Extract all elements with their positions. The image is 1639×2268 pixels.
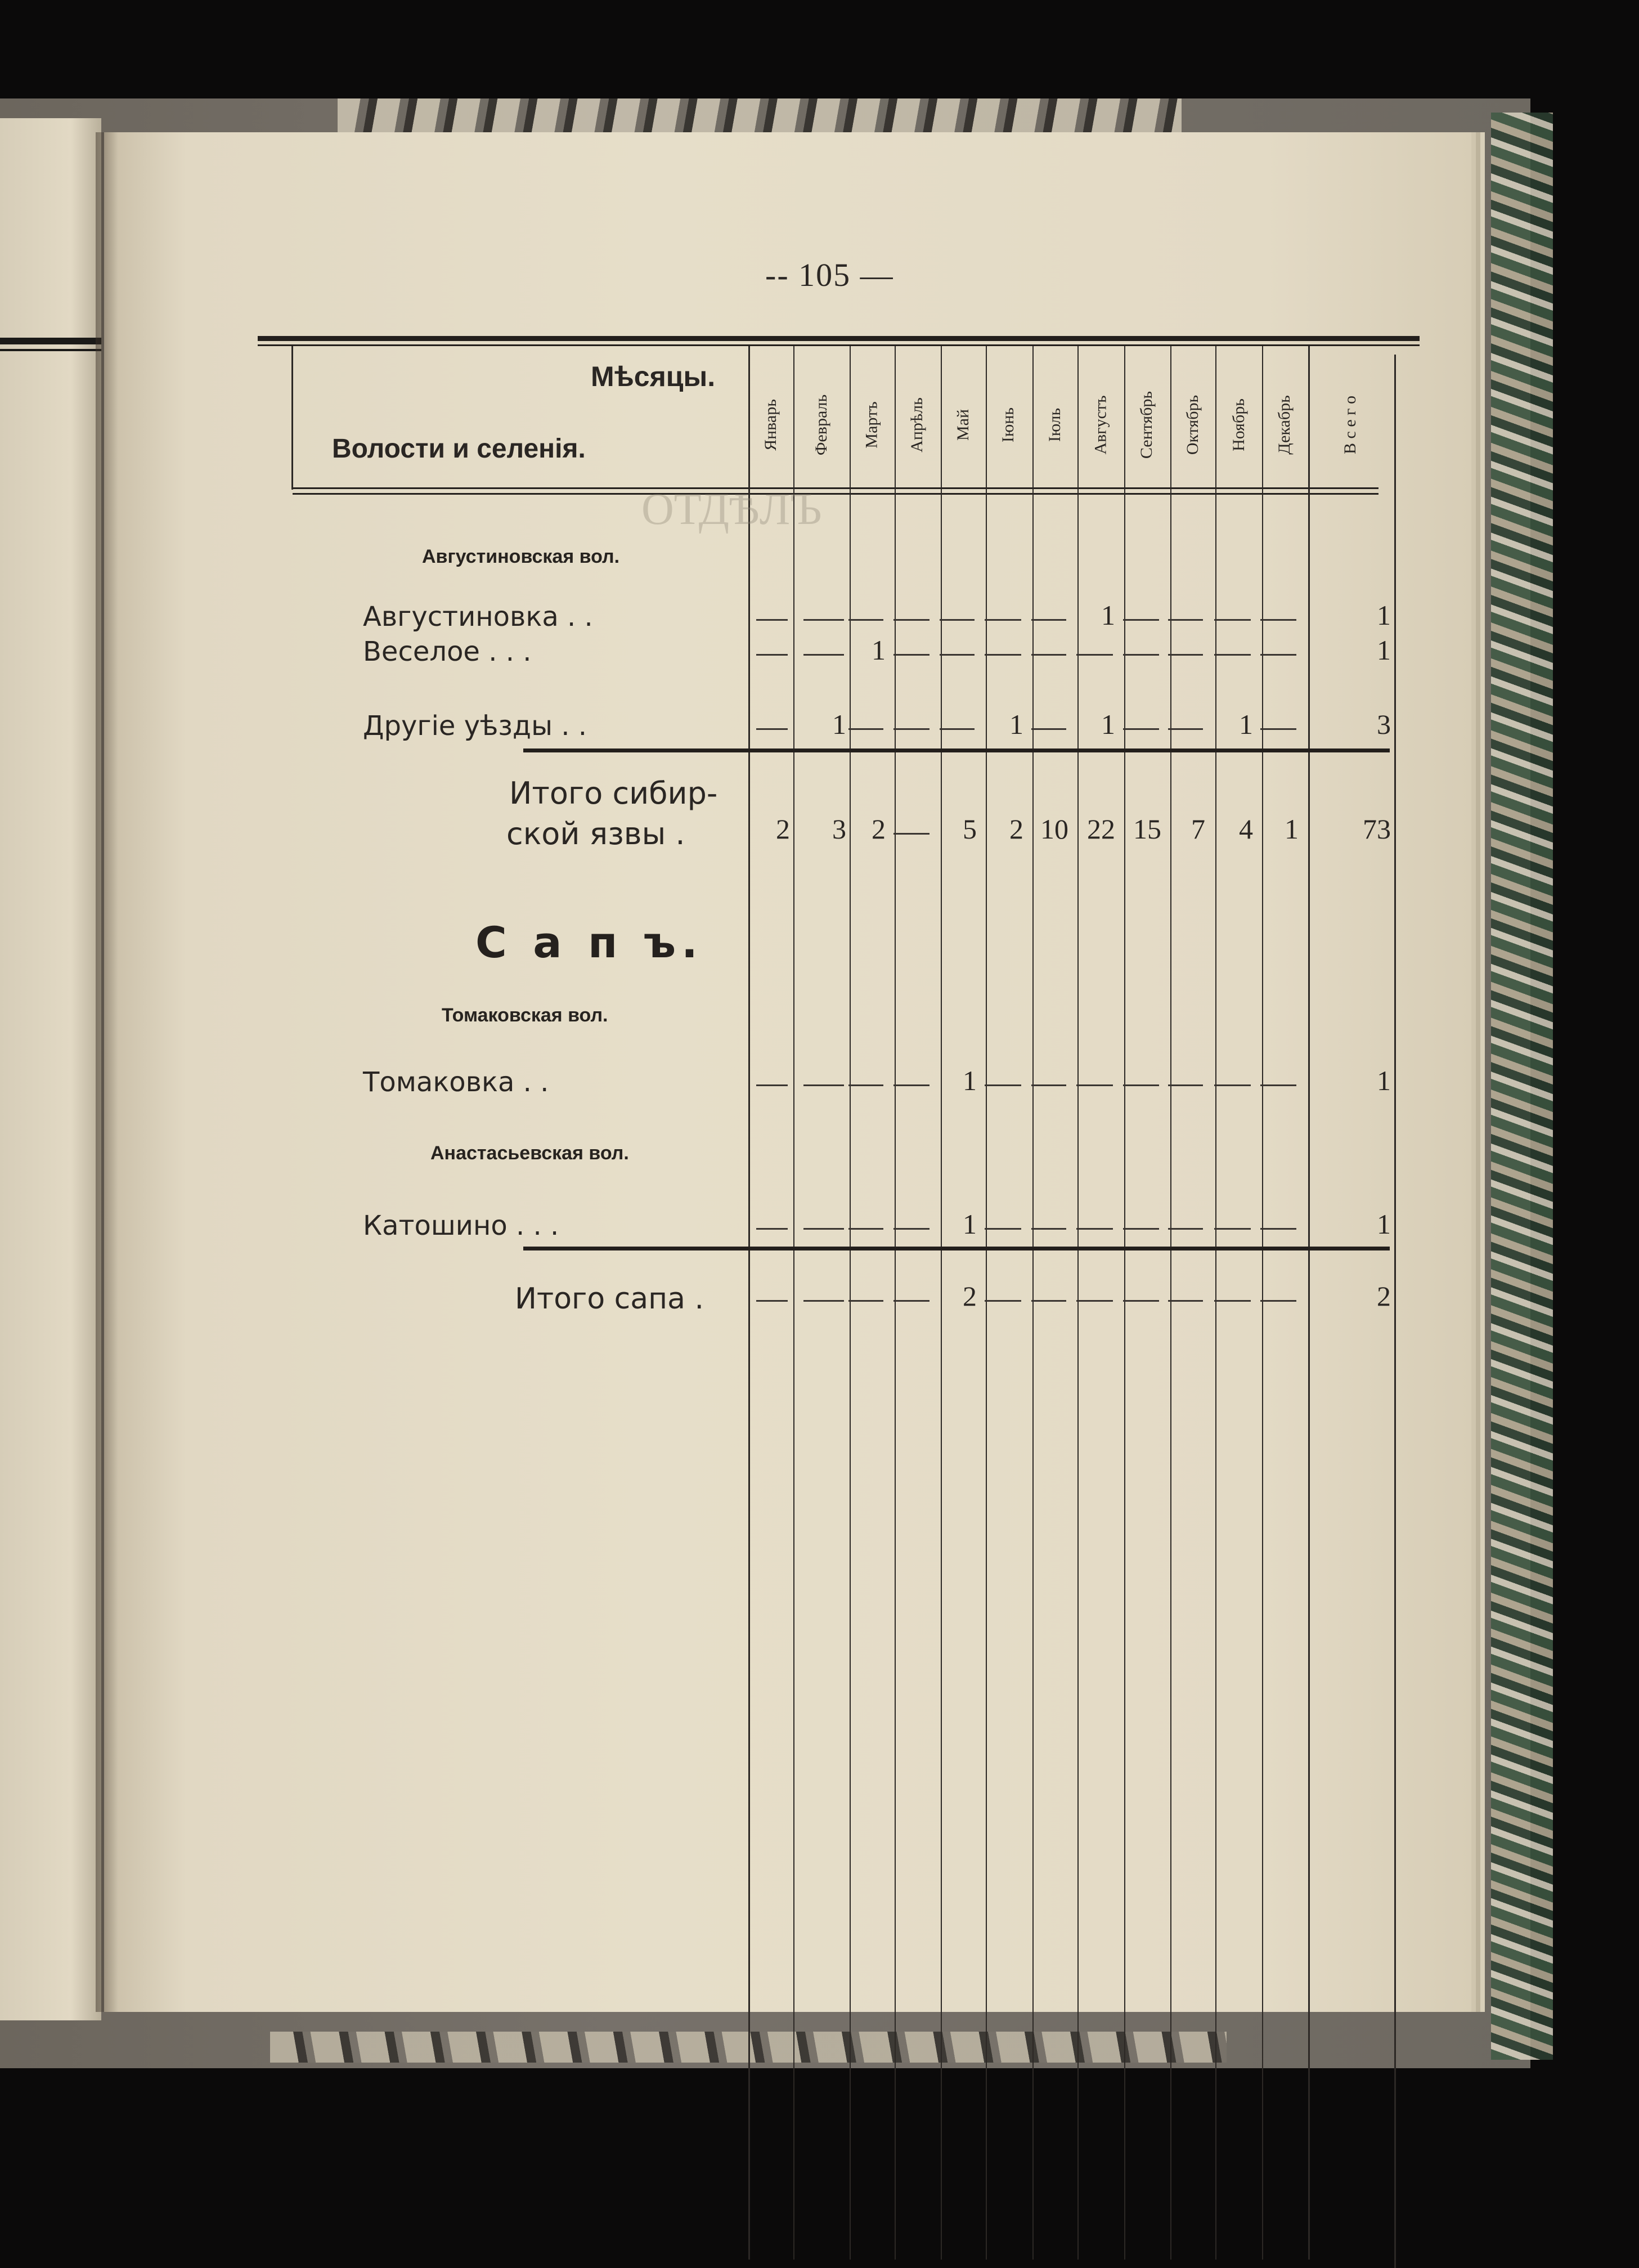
cell-tomakovka-8	[1123, 1084, 1159, 1086]
col-divider-label	[748, 346, 750, 2260]
month-nov: Ноябрь	[1229, 398, 1248, 451]
month-mar: Мартъ	[863, 401, 881, 449]
cell-itogo-sap-5	[985, 1300, 1021, 1302]
month-jul: Іюль	[1045, 407, 1064, 442]
cell-veseloe-3	[893, 654, 929, 656]
cell-itogo-sib-0: 2	[776, 813, 790, 845]
cell-drugie-4	[940, 728, 975, 730]
subtotal-rule-2	[523, 1247, 1390, 1250]
month-aug: Августъ	[1092, 395, 1111, 455]
cell-tomakovka-6	[1031, 1084, 1066, 1086]
cell-tomakovka-3	[893, 1084, 929, 1086]
month-oct: Октябрь	[1183, 395, 1202, 455]
cell-itogo-sib-3	[893, 833, 929, 835]
cell-itogo-sap-9	[1168, 1300, 1203, 1302]
section-anastasevskaya: Анастасьевская вол.	[430, 1142, 629, 1164]
cell-tomakovka-1	[803, 1084, 844, 1086]
cell-veseloe-4	[940, 654, 975, 656]
row-label-itogo-sib-2: ской язвы .	[506, 816, 685, 851]
cell-itogo-sib-8: 15	[1133, 813, 1161, 845]
cell-avgustinovka-3	[893, 619, 929, 621]
month-may: Май	[953, 409, 972, 441]
cell-veseloe-8	[1123, 654, 1159, 656]
cell-veseloe-1	[803, 654, 844, 656]
cell-katoshino-3	[893, 1228, 929, 1230]
section-tomakovskaya: Томаковская вол.	[442, 1005, 608, 1026]
cell-itogo-sap-10	[1214, 1300, 1251, 1302]
cell-katoshino-11	[1260, 1228, 1296, 1230]
cell-avgustinovka-1	[803, 619, 844, 621]
cell-veseloe-6	[1031, 654, 1066, 656]
month-sep: Сентябрь	[1137, 391, 1156, 459]
col-divider-12	[1308, 346, 1310, 2260]
cell-itogo-sib-4: 5	[963, 813, 977, 845]
cell-itogo-sap-3	[893, 1300, 929, 1302]
cell-veseloe-12: 1	[1377, 634, 1391, 666]
cell-tomakovka-4: 1	[963, 1065, 977, 1096]
cell-itogo-sap-7	[1076, 1300, 1113, 1302]
bleed-through: ОТДѢЛЪ	[641, 485, 822, 534]
cell-itogo-sib-10: 4	[1239, 813, 1253, 845]
col-divider-8	[1124, 346, 1125, 2260]
cell-itogo-sib-11: 1	[1285, 813, 1299, 845]
cell-itogo-sib-1: 3	[832, 813, 846, 845]
left-page-rule	[0, 338, 101, 344]
cell-itogo-sap-0	[756, 1300, 788, 1302]
cell-tomakovka-7	[1076, 1084, 1113, 1086]
cell-itogo-sib-6: 10	[1040, 813, 1068, 845]
cell-veseloe-10	[1214, 654, 1251, 656]
left-page	[0, 118, 101, 2020]
cell-tomakovka-0	[756, 1084, 788, 1086]
cell-drugie-0	[756, 728, 788, 730]
page-number: -- 105 —	[765, 257, 894, 293]
col-divider-6	[1032, 346, 1034, 2260]
col-divider-10	[1215, 346, 1216, 2260]
cell-itogo-sap-12: 2	[1377, 1280, 1391, 1312]
rows-title: Волости и селенія.	[332, 434, 586, 464]
table-top-rule-thin	[258, 344, 1420, 346]
right-page	[104, 132, 1471, 2012]
cell-veseloe-5	[985, 654, 1021, 656]
cell-drugie-9	[1168, 728, 1203, 730]
cell-avgustinovka-11	[1260, 619, 1296, 621]
cell-avgustinovka-8	[1123, 619, 1159, 621]
cell-itogo-sib-7: 22	[1087, 813, 1115, 845]
cell-veseloe-2: 1	[872, 634, 886, 666]
month-jun: Іюнь	[999, 407, 1018, 443]
marbled-edge	[1491, 113, 1553, 2060]
table-top-rule	[258, 336, 1420, 341]
cell-katoshino-7	[1076, 1228, 1113, 1230]
cell-drugie-3	[893, 728, 929, 730]
row-label-itogo-sib-1: Итого сибир-	[509, 776, 718, 811]
col-divider-1	[793, 346, 794, 2260]
cell-avgustinovka-9	[1168, 619, 1203, 621]
cell-katoshino-9	[1168, 1228, 1203, 1230]
cell-tomakovka-9	[1168, 1084, 1203, 1086]
cell-tomakovka-12: 1	[1377, 1065, 1391, 1096]
cell-tomakovka-11	[1260, 1084, 1296, 1086]
cell-katoshino-2	[848, 1228, 883, 1230]
col-divider-3	[895, 346, 896, 2260]
col-divider-11	[1262, 346, 1263, 2260]
cell-avgustinovka-7: 1	[1101, 599, 1115, 631]
total-header: В с е г о	[1341, 396, 1360, 454]
cell-drugie-5: 1	[1009, 709, 1023, 740]
cell-katoshino-8	[1123, 1228, 1159, 1230]
cell-tomakovka-10	[1214, 1084, 1251, 1086]
row-label-drugie: Другіе уѣзды . .	[363, 710, 587, 742]
row-label-veseloe: Веселое . . .	[363, 636, 532, 667]
cell-tomakovka-2	[848, 1084, 883, 1086]
page-gutter-shadow	[96, 132, 118, 2012]
cell-veseloe-0	[756, 654, 788, 656]
cell-drugie-12: 3	[1377, 709, 1391, 740]
months-title: Мѣсяцы.	[591, 361, 716, 392]
cell-itogo-sap-11	[1260, 1300, 1296, 1302]
sap-title: С а п ъ.	[475, 917, 703, 967]
col-divider-7	[1077, 346, 1079, 2260]
cell-katoshino-10	[1214, 1228, 1251, 1230]
cell-veseloe-9	[1168, 654, 1203, 656]
row-label-avgustinovka: Августиновка . .	[363, 601, 593, 633]
cell-avgustinovka-5	[985, 619, 1021, 621]
section-avgustinovskaya: Августиновская вол.	[422, 546, 620, 567]
cell-katoshino-1	[803, 1228, 844, 1230]
cell-drugie-2	[848, 728, 883, 730]
table-left-border	[291, 346, 293, 490]
cell-katoshino-4: 1	[963, 1208, 977, 1240]
cell-avgustinovka-2	[848, 619, 883, 621]
cell-veseloe-7	[1076, 654, 1113, 656]
cell-avgustinovka-0	[756, 619, 788, 621]
month-feb: Февраль	[812, 394, 831, 456]
cell-avgustinovka-10	[1214, 619, 1251, 621]
col-divider-total	[1394, 355, 1396, 2268]
month-jan: Январь	[761, 399, 780, 451]
cell-itogo-sap-2	[848, 1300, 883, 1302]
cell-katoshino-6	[1031, 1228, 1066, 1230]
cell-itogo-sap-8	[1123, 1300, 1159, 1302]
subtotal-rule-1	[523, 748, 1390, 752]
month-apr: Апрѣль	[908, 397, 927, 452]
cell-drugie-7: 1	[1101, 709, 1115, 740]
cell-itogo-sap-6	[1031, 1300, 1066, 1302]
row-label-tomakovka: Томаковка . .	[363, 1066, 549, 1098]
cell-drugie-8	[1123, 728, 1159, 730]
cell-itogo-sib-5: 2	[1009, 813, 1023, 845]
row-label-katoshino: Катошино . . .	[363, 1210, 559, 1241]
col-divider-9	[1170, 346, 1171, 2260]
cell-itogo-sib-9: 7	[1191, 813, 1205, 845]
cell-katoshino-5	[985, 1228, 1021, 1230]
cell-drugie-11	[1260, 728, 1296, 730]
cell-tomakovka-5	[985, 1084, 1021, 1086]
cell-drugie-6	[1031, 728, 1066, 730]
cell-avgustinovka-4	[940, 619, 975, 621]
cell-itogo-sap-4: 2	[963, 1280, 977, 1312]
row-label-itogo-sap: Итого сапа .	[515, 1282, 704, 1316]
cell-avgustinovka-12: 1	[1377, 599, 1391, 631]
cell-avgustinovka-6	[1031, 619, 1066, 621]
cell-katoshino-12: 1	[1377, 1208, 1391, 1240]
cell-itogo-sap-1	[803, 1300, 844, 1302]
cell-drugie-10: 1	[1239, 709, 1253, 740]
cell-katoshino-0	[756, 1228, 788, 1230]
month-dec: Декабрь	[1275, 395, 1294, 455]
col-divider-2	[850, 346, 851, 2260]
cell-drugie-1: 1	[832, 709, 846, 740]
cell-itogo-sib-12: 73	[1363, 813, 1391, 845]
cell-itogo-sib-2: 2	[872, 813, 886, 845]
cell-veseloe-11	[1260, 654, 1296, 656]
left-page-rule-thin	[0, 349, 101, 351]
col-divider-5	[986, 346, 987, 2260]
